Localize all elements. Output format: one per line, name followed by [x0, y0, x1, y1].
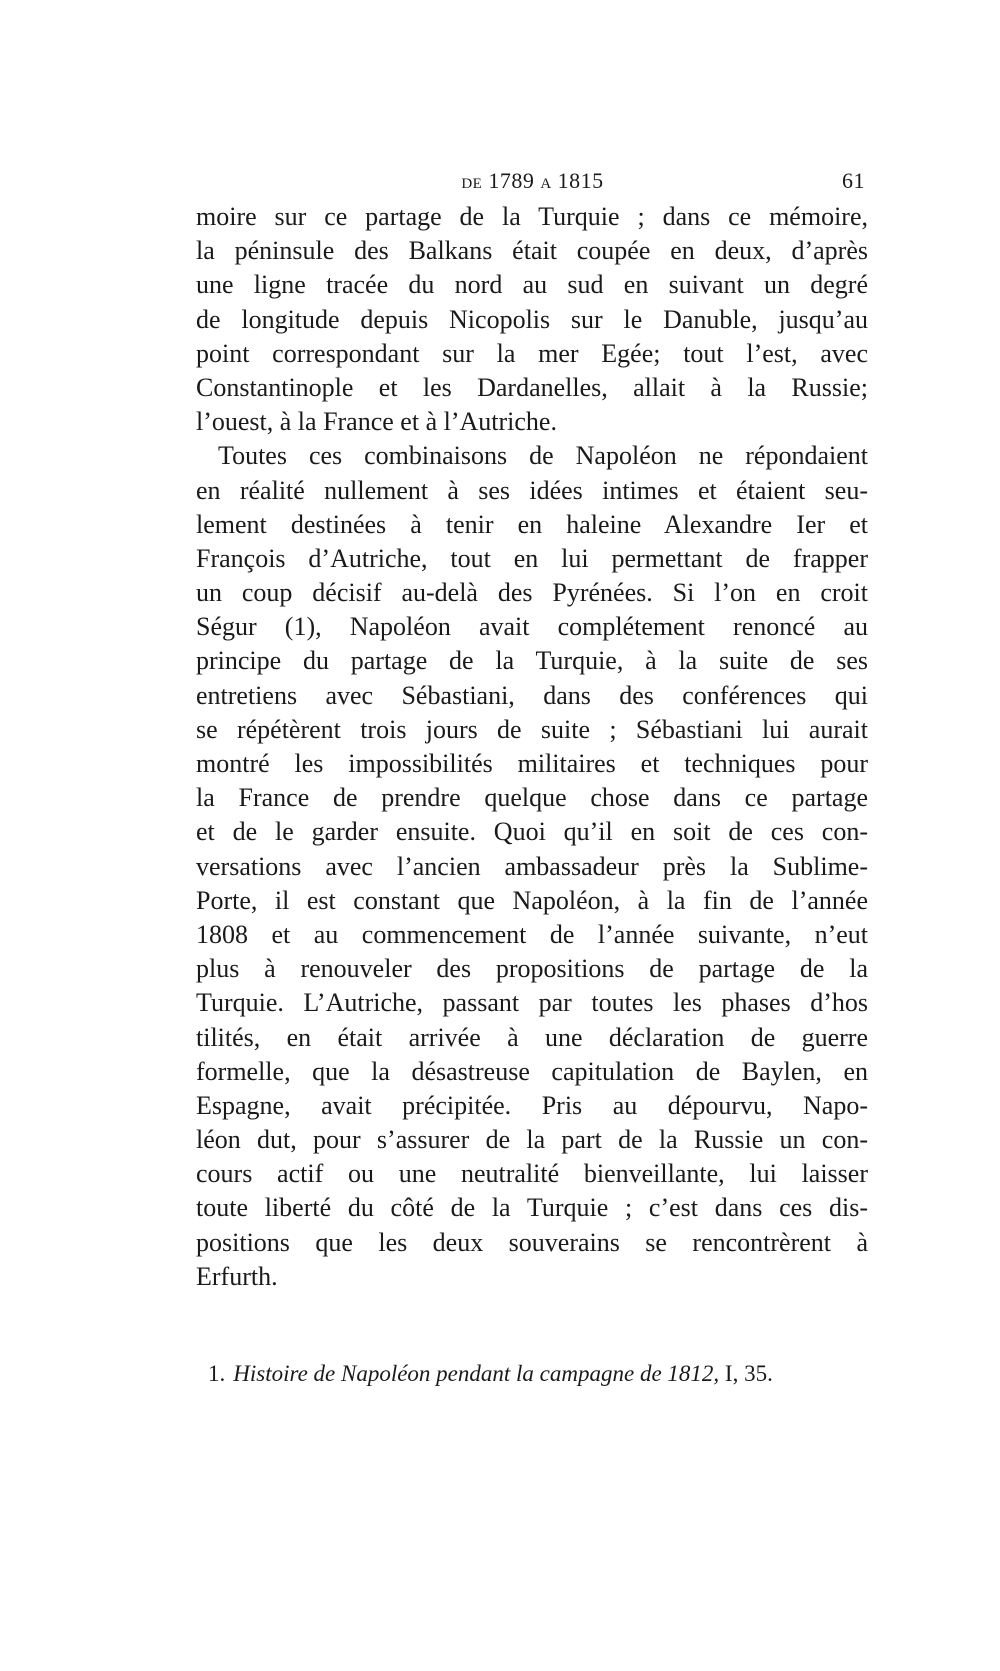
text-line: point correspondant sur la mer Egée; tout l’est, avec: [196, 338, 868, 368]
footnote: [208, 1361, 868, 1387]
text-line: et de le garder ensuite. Quoi qu’il en soit de ces con-: [196, 817, 868, 847]
footnote-marker: 1.: [208, 1361, 226, 1386]
text-line: Ségur (1), Napoléon avait complétement renoncé au: [196, 612, 868, 642]
paragraph-first-line: Toutes ces combinaisons de Napoléon ne répondaient: [218, 441, 868, 471]
text-line: formelle, que la désastreuse capitulation de Baylen, en: [196, 1056, 868, 1086]
text-line: entretiens avec Sébastiani, dans des conférences qui: [196, 680, 868, 710]
footnote-reference: I, 35.: [719, 1361, 773, 1386]
body-text: [196, 200, 868, 1294]
text-line: un coup décisif au-delà des Pyrénées. Si l’on en croit: [196, 578, 868, 608]
text-line: montré les impossibilités militaires et techniques pour: [196, 749, 868, 778]
text-line: plus à renouveler des propositions de partage de la: [196, 954, 868, 984]
text-line: l’ouest, à la France et à l’Autriche.: [196, 407, 557, 437]
text-line: principe du partage de la Turquie, à la suite de ses: [196, 646, 868, 676]
text-line: Espagne, avait précipitée. Pris au dépourvu, Napo-: [196, 1090, 868, 1120]
footnote-work-title: Histoire de Napoléon pendant la campagne de 1812,: [233, 1361, 720, 1386]
text-line: en réalité nullement à ses idées intimes et étaient seu-: [196, 475, 868, 505]
text-line: de longitude depuis Nicopolis sur le Danuble, jusqu’au: [196, 304, 868, 334]
running-head: [200, 168, 865, 198]
text-line: la France de prendre quelque chose dans ce partage: [196, 783, 868, 813]
running-title: de 1789 a 1815: [461, 168, 604, 193]
text-line: Erfurth.: [196, 1261, 278, 1291]
text-line: cours actif ou une neutralité bienveillante, lui laisser: [196, 1159, 868, 1189]
text-line: 1808 et au commencement de l’année suivante, n’eut: [196, 919, 868, 949]
text-line: Turquie. L’Autriche, passant par toutes les phases d’hos: [196, 988, 868, 1018]
text-line: léon dut, pour s’assurer de la part de la Russie un con-: [196, 1125, 868, 1155]
text-line: positions que les deux souverains se rencontrèrent à: [196, 1227, 868, 1257]
text-line: versations avec l’ancien ambassadeur près la Sublime-: [196, 851, 868, 881]
text-line: toute liberté du côté de la Turquie ; c’est dans ces dis-: [196, 1193, 868, 1223]
text-line: lement destinées à tenir en haleine Alexandre Ier et: [196, 509, 868, 539]
text-line: se répétèrent trois jours de suite ; Sébastiani lui aurait: [196, 714, 868, 744]
page-number: 61: [842, 168, 865, 193]
text-line: la péninsule des Balkans était coupée en deux, d’après: [196, 236, 868, 266]
text-line: une ligne tracée du nord au sud en suivant un degré: [196, 270, 868, 300]
text-line: Constantinople et les Dardanelles, allait à la Russie;: [196, 372, 868, 402]
text-line: moire sur ce partage de la Turquie ; dans ce mémoire,: [196, 202, 868, 231]
text-line: Porte, il est constant que Napoléon, à la fin de l’année: [196, 885, 868, 915]
text-line: tilités, en était arrivée à une déclaration de guerre: [196, 1022, 868, 1052]
text-line: François d’Autriche, tout en lui permettant de frapper: [196, 543, 868, 573]
